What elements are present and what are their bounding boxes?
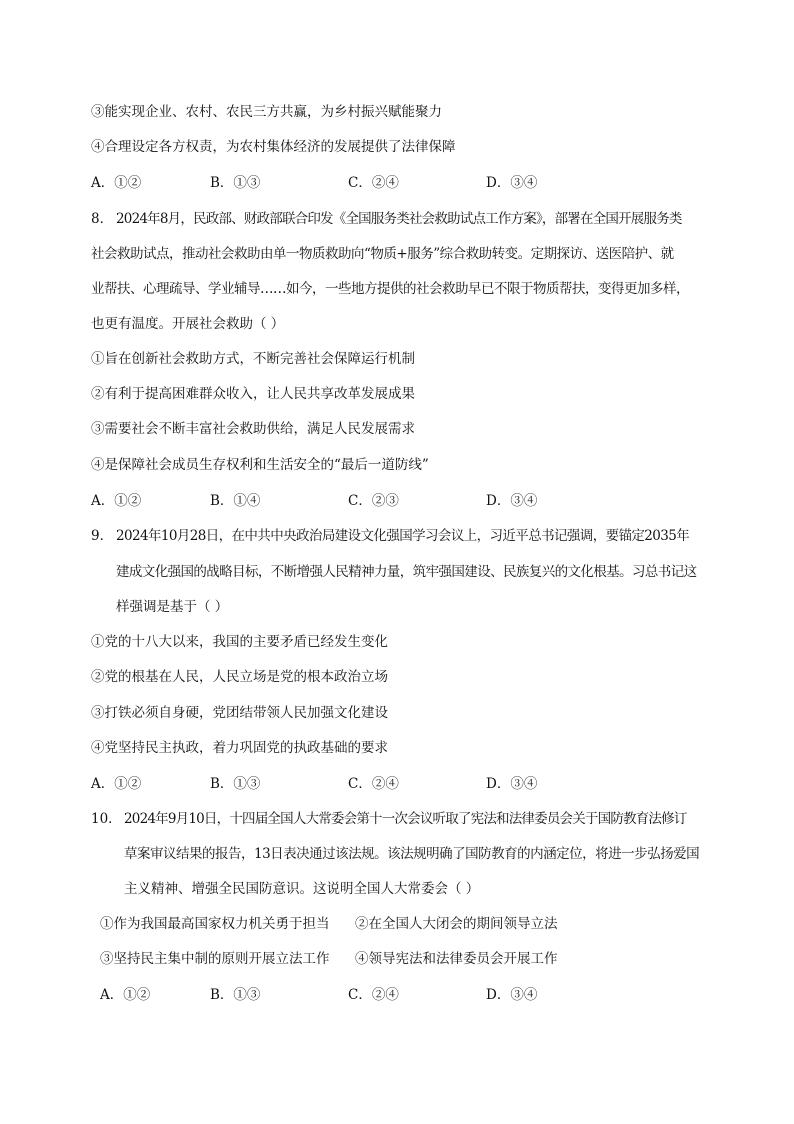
q10-option-a[interactable]: A．①② [100,987,151,1003]
q10-number: 10． [91,811,122,827]
q8-stem-line-1: 2024年8月，民政部、财政部联合印发《全国服务类社会救助试点工作方案》，部署在全国开展服务类 [116,211,682,227]
q9-statement-1: ①党的十八大以来，我国的主要矛盾已经发生变化 [91,634,388,650]
q10-statement-3: ③坚持民主集中制的原则开展立法工作 [100,951,330,967]
q10-option-c[interactable]: C．②④ [348,987,399,1003]
q7-statement-3: ③能实现企业、农村、农民三方共赢，为乡村振兴赋能聚力 [91,104,442,120]
q8-option-a[interactable]: A．①② [91,493,142,509]
q9-stem-line-3: 样强调是基于（ ） [116,599,229,615]
q7-statement-4: ④合理设定各方权责，为农村集体经济的发展提供了法律保障 [91,139,456,155]
q9-option-a[interactable]: A．①② [91,776,142,792]
q10-option-d[interactable]: D．③④ [486,987,538,1003]
q9-stem-line-2: 建成文化强国的战略目标，不断增强人民精神力量，筑牢强国建设、民族复兴的文化根基。习总书记这 [116,564,697,580]
q9-statement-3: ③打铁必须自身硬，党团结带领人民加强文化建设 [91,705,388,721]
q8-number: 8． [91,211,114,227]
q8-statement-3: ③需要社会不断丰富社会救助供给，满足人民发展需求 [91,421,415,437]
q9-number: 9． [91,528,114,544]
q8-stem-line-3: 业帮扶、心理疏导、学业辅导……如今，一些地方提供的社会救助早已不限于物质帮扶，变得更加多样， [91,281,689,297]
q10-stem-line-3: 主义精神、增强全民国防意识。这说明全国人大常委会（ ） [124,881,480,897]
q9-option-b[interactable]: B．①③ [210,776,261,792]
q8-stem-line-2: 社会救助试点，推动社会救助由单一物质救助向“物质+服务”综合救助转变。定期探访、送医陪护、就 [91,246,674,262]
q9-statement-4: ④党坚持民主执政，着力巩固党的执政基础的要求 [91,740,388,756]
q7-option-c[interactable]: C．②④ [348,175,399,191]
q10-stem-line-1: 2024年9月10日，十四届全国人大常委会第十一次会议听取了宪法和法律委员会关于国防教育法修订 [124,811,687,827]
q10-statement-2: ②在全国人大闭会的期间领导立法 [355,916,558,932]
q8-stem-line-4: 也更有温度。开展社会救助（ ） [91,316,285,332]
q9-option-c[interactable]: C．②④ [348,776,399,792]
q8-statement-4: ④是保障社会成员生存权利和生活安全的“最后一道防线” [91,457,429,473]
q7-option-a[interactable]: A．①② [91,175,142,191]
q8-statement-1: ①旨在创新社会救助方式，不断完善社会保障运行机制 [91,351,415,367]
q9-stem-line-1: 2024年10月28日，在中共中央政治局建设文化强国学习会议上，习近平总书记强调，要锚定2035年 [116,528,690,544]
q8-option-b[interactable]: B．①④ [210,493,261,509]
q10-statement-1: ①作为我国最高国家权力机关勇于担当 [100,916,330,932]
q9-option-d[interactable]: D．③④ [486,776,538,792]
q10-stem-line-2: 草案审议结果的报告，13日表决通过该法规。该法规明确了国防教育的内涵定位，将进一步弘扬爱国 [124,846,700,862]
q7-option-b[interactable]: B．①③ [210,175,261,191]
q8-option-c[interactable]: C．②③ [348,493,399,509]
q10-statement-4: ④领导宪法和法律委员会开展工作 [355,951,558,967]
q8-option-d[interactable]: D．③④ [486,493,538,509]
q8-statement-2: ②有利于提高困难群众收入，让人民共享改革发展成果 [91,386,415,402]
q10-option-b[interactable]: B．①③ [210,987,261,1003]
q9-statement-2: ②党的根基在人民，人民立场是党的根本政治立场 [91,669,388,685]
q7-option-d[interactable]: D．③④ [486,175,538,191]
